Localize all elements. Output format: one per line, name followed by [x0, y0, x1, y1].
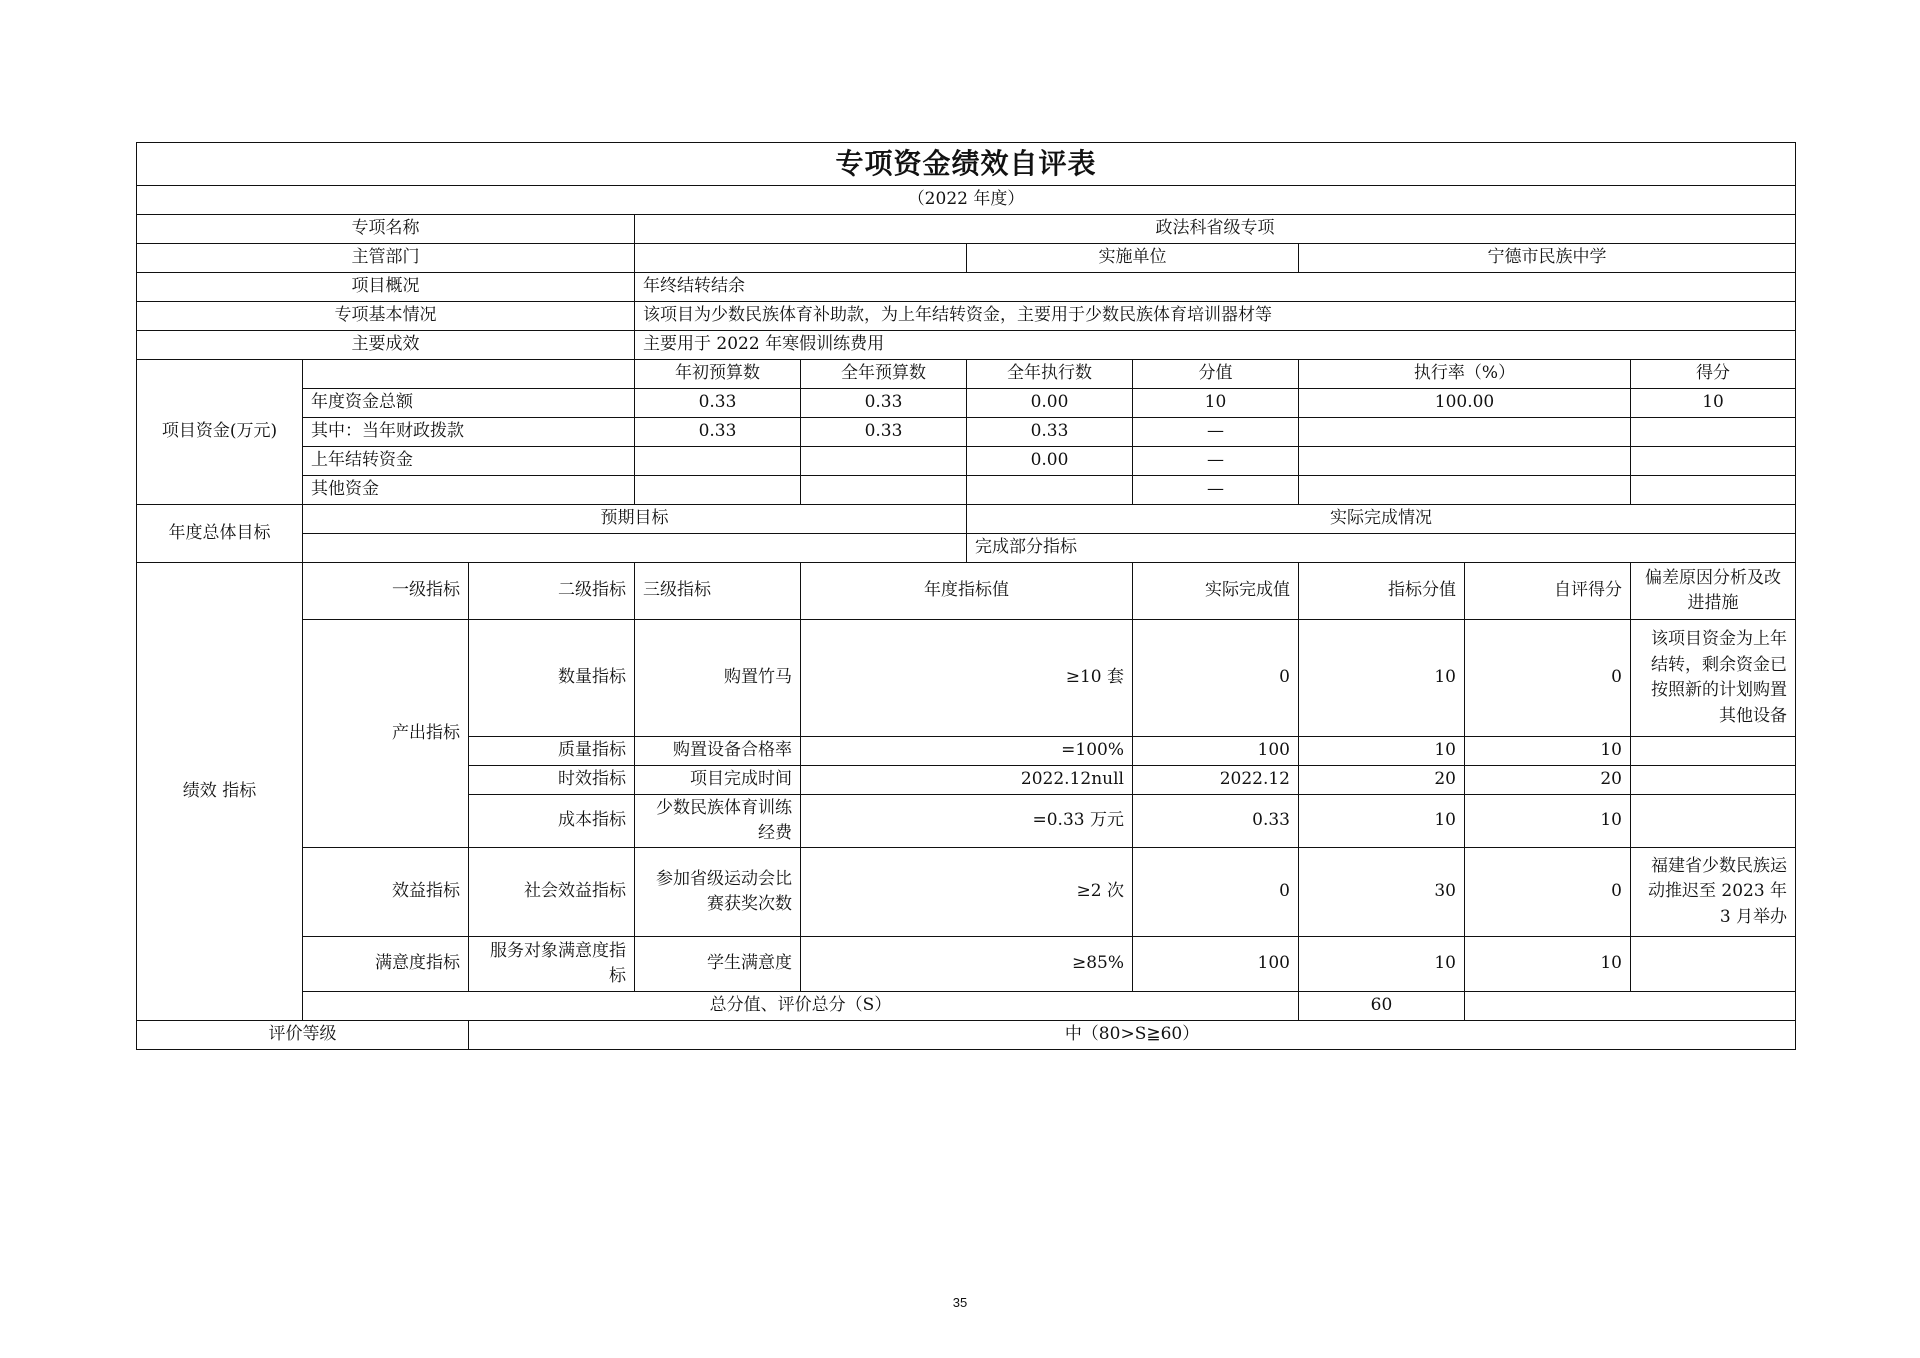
perf-l2: 成本指标 [469, 795, 635, 848]
perf-note [1631, 737, 1796, 766]
perf-target: ≥10 套 [801, 620, 1133, 737]
perf-actual: 2022.12 [1133, 766, 1299, 795]
page-number: 35 [952, 1295, 968, 1310]
perf-actual: 100 [1133, 737, 1299, 766]
perf-header: 一级指标 [303, 563, 469, 620]
table-title: 专项资金绩效自评表 [137, 143, 1796, 186]
funds-row-name: 其中：当年财政拨款 [303, 418, 635, 447]
funds-cell: — [1133, 447, 1299, 476]
perf-actual: 0 [1133, 620, 1299, 737]
perf-header: 三级指标 [635, 563, 801, 620]
impl-value: 宁德市民族中学 [1299, 244, 1796, 273]
perf-l3: 购置竹马 [635, 620, 801, 737]
perf-self-score: 0 [1465, 620, 1631, 737]
funds-header: 年初预算数 [635, 360, 801, 389]
funds-header-blank [303, 360, 635, 389]
perf-score: 10 [1299, 795, 1465, 848]
actual-status-value: 完成部分指标 [967, 534, 1796, 563]
actual-status-label: 实际完成情况 [967, 505, 1796, 534]
overview-label: 项目概况 [137, 273, 635, 302]
goals-label: 年度总体目标 [137, 505, 303, 563]
perf-l3: 购置设备合格率 [635, 737, 801, 766]
perf-l3: 项目完成时间 [635, 766, 801, 795]
perf-note: 该项目资金为上年结转，剩余资金已按照新的计划购置其他设备 [1631, 620, 1796, 737]
perf-label: 绩效 指标 [137, 563, 303, 1021]
perf-self-score: 20 [1465, 766, 1631, 795]
output-indicator-label: 产出指标 [303, 620, 469, 848]
dept-value [635, 244, 967, 273]
funds-row-name: 其他资金 [303, 476, 635, 505]
perf-l2: 质量指标 [469, 737, 635, 766]
funds-cell [635, 476, 801, 505]
funds-cell [967, 476, 1133, 505]
perf-note [1631, 766, 1796, 795]
funds-cell: 0.33 [635, 418, 801, 447]
funds-label: 项目资金(万元) [137, 360, 303, 505]
funds-cell [635, 447, 801, 476]
funds-cell: — [1133, 418, 1299, 447]
perf-score: 20 [1299, 766, 1465, 795]
perf-actual: 100 [1133, 937, 1299, 992]
perf-score: 10 [1299, 737, 1465, 766]
funds-cell [1299, 476, 1631, 505]
funds-cell [1299, 418, 1631, 447]
funds-cell [1631, 447, 1796, 476]
funds-header: 全年预算数 [801, 360, 967, 389]
achieve-label: 主要成效 [137, 331, 635, 360]
perf-self-score: 0 [1465, 848, 1631, 937]
year-label: （2022 年度） [137, 186, 1796, 215]
funds-cell: — [1133, 476, 1299, 505]
funds-cell: 0.33 [635, 389, 801, 418]
perf-l2: 服务对象满意度指标 [469, 937, 635, 992]
funds-cell: 0.33 [801, 389, 967, 418]
funds-cell [1631, 476, 1796, 505]
perf-target: =100% [801, 737, 1133, 766]
perf-note [1631, 937, 1796, 992]
funds-row-name: 年度资金总额 [303, 389, 635, 418]
funds-header: 全年执行数 [967, 360, 1133, 389]
expected-goal-value [303, 534, 967, 563]
funds-cell: 10 [1133, 389, 1299, 418]
perf-l2: 时效指标 [469, 766, 635, 795]
perf-target: ≥85% [801, 937, 1133, 992]
funds-cell [801, 447, 967, 476]
perf-self-score: 10 [1465, 937, 1631, 992]
funds-cell [801, 476, 967, 505]
total-score-label: 总分值、评价总分（S） [303, 992, 1299, 1021]
funds-cell [1299, 447, 1631, 476]
achieve-value: 主要用于 2022 年寒假训练费用 [635, 331, 1796, 360]
funds-cell: 0.00 [967, 389, 1133, 418]
funds-row-name: 上年结转资金 [303, 447, 635, 476]
funds-header: 得分 [1631, 360, 1796, 389]
perf-actual: 0 [1133, 848, 1299, 937]
perf-header: 实际完成值 [1133, 563, 1299, 620]
total-score-blank [1465, 992, 1796, 1021]
perf-header: 年度指标值 [801, 563, 1133, 620]
funds-cell: 0.00 [967, 447, 1133, 476]
perf-score: 10 [1299, 937, 1465, 992]
perf-actual: 0.33 [1133, 795, 1299, 848]
benefit-indicator-label: 效益指标 [303, 848, 469, 937]
perf-score: 10 [1299, 620, 1465, 737]
project-name: 政法科省级专项 [635, 215, 1796, 244]
perf-l3: 学生满意度 [635, 937, 801, 992]
perf-l2: 社会效益指标 [469, 848, 635, 937]
funds-cell: 10 [1631, 389, 1796, 418]
perf-header: 二级指标 [469, 563, 635, 620]
total-score-value: 60 [1299, 992, 1465, 1021]
perf-self-score: 10 [1465, 737, 1631, 766]
perf-target: 2022.12null [801, 766, 1133, 795]
perf-l3: 少数民族体育训练经费 [635, 795, 801, 848]
funds-header: 分值 [1133, 360, 1299, 389]
basic-label: 专项基本情况 [137, 302, 635, 331]
funds-cell: 100.00 [1299, 389, 1631, 418]
grade-value: 中（80>S≧60） [469, 1021, 1796, 1050]
perf-target: =0.33 万元 [801, 795, 1133, 848]
performance-evaluation-table [136, 142, 1796, 1050]
perf-note [1631, 795, 1796, 848]
dept-label: 主管部门 [137, 244, 635, 273]
perf-header: 自评得分 [1465, 563, 1631, 620]
project-name-label: 专项名称 [137, 215, 635, 244]
funds-cell [1631, 418, 1796, 447]
basic-value: 该项目为少数民族体育补助款，为上年结转资金，主要用于少数民族体育培训器材等 [635, 302, 1796, 331]
funds-header: 执行率（%） [1299, 360, 1631, 389]
perf-header: 偏差原因分析及改进措施 [1631, 563, 1796, 620]
funds-cell: 0.33 [967, 418, 1133, 447]
perf-note: 福建省少数民族运动推迟至 2023 年 3 月举办 [1631, 848, 1796, 937]
perf-score: 30 [1299, 848, 1465, 937]
grade-label: 评价等级 [137, 1021, 469, 1050]
impl-label: 实施单位 [967, 244, 1299, 273]
satisfaction-indicator-label: 满意度指标 [303, 937, 469, 992]
perf-l3: 参加省级运动会比赛获奖次数 [635, 848, 801, 937]
overview-value: 年终结转结余 [635, 273, 1796, 302]
perf-target: ≥2 次 [801, 848, 1133, 937]
perf-self-score: 10 [1465, 795, 1631, 848]
perf-header: 指标分值 [1299, 563, 1465, 620]
expected-goal-label: 预期目标 [303, 505, 967, 534]
perf-l2: 数量指标 [469, 620, 635, 737]
funds-cell: 0.33 [801, 418, 967, 447]
